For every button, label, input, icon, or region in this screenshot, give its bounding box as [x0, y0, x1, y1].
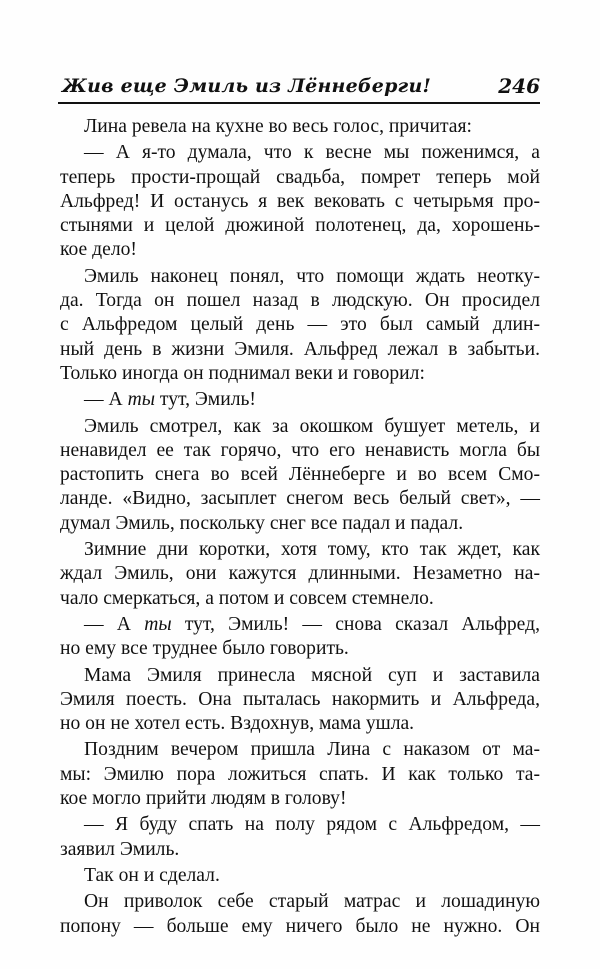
- text-line: кое дело!: [60, 239, 137, 261]
- paragraph: [60, 613, 540, 662]
- text-line: попону — больше ему ничего было не нужно. Он: [60, 915, 540, 937]
- paragraph: [60, 388, 540, 412]
- text-line: — А я-то думала, что к весне мы поженимся, а: [84, 142, 540, 164]
- text-line: кое могло прийти людям в голову!: [60, 788, 347, 810]
- text-fragment: тут, Эмиль!: [159, 389, 256, 411]
- text-line: но он не хотел есть. Вздохнув, мама ушла.: [60, 713, 415, 735]
- text-line: ждал Эмиль, они кажутся длинными. Незаметно на-: [60, 563, 540, 585]
- text-line: заявил Эмиль.: [60, 838, 180, 860]
- text-fragment: — А: [84, 613, 131, 635]
- text-line: ненавидел ее так горячо, что его ненависть могла бы: [60, 439, 540, 461]
- text-line: Только иногда он поднимал веки и говорил:: [60, 362, 425, 384]
- header-rule: [58, 102, 540, 104]
- text-line: — Я буду спать на полу рядом с Альфредом, —: [84, 814, 540, 836]
- paragraph: [60, 864, 540, 888]
- paragraph: [60, 538, 540, 611]
- text-line: но ему все труднее было говорить.: [60, 638, 349, 660]
- paragraph: [60, 664, 540, 737]
- page-number: 246: [498, 74, 540, 98]
- paragraph: [60, 115, 540, 139]
- text-line: Зимние дни коротки, хотя тому, кто так ждет, как: [84, 539, 540, 561]
- text-line: теперь прости-прощай свадьба, помрет теперь мой: [60, 166, 540, 188]
- text-line: Эмиля поесть. Она пыталась накормить и Альфреда,: [60, 688, 540, 710]
- page-header: [58, 74, 540, 102]
- text-line: стынями и целой дюжиной полотенец, да, хорошень-: [60, 215, 540, 237]
- running-title: Жив еще Эмиль из Лённеберги!: [62, 75, 431, 97]
- text-line: [60, 388, 540, 412]
- emphasis-word: ты: [144, 613, 172, 635]
- body-text: [60, 115, 540, 941]
- text-line: Он приволок себе старый матрас и лошадиную: [84, 891, 540, 913]
- text-line: Эмиль смотрел, как за окошком бушует метель, и: [84, 415, 540, 437]
- paragraph: [60, 141, 540, 262]
- text-line: думал Эмиль, поскольку снег все падал и падал.: [60, 512, 464, 534]
- text-line: Эмиль наконец понял, что помощи ждать неотку-: [84, 265, 540, 287]
- paragraph: [60, 738, 540, 811]
- text-line: Альфред! И останусь я век вековать с четырьмя про-: [60, 190, 540, 212]
- text-line: Так он и сделал.: [84, 864, 220, 886]
- text-line: растопить снега во всей Лённеберге и во всем Смо-: [60, 464, 540, 486]
- paragraph: [60, 813, 540, 862]
- text-line: [60, 613, 540, 637]
- text-line: с Альфредом целый день — это был самый длин-: [60, 314, 540, 336]
- text-line: да. Тогда он пошел назад в людскую. Он просидел: [60, 290, 540, 312]
- paragraph: [60, 890, 540, 939]
- text-fragment: — А: [84, 389, 123, 411]
- text-line: мы: Эмилю пора ложиться спать. И как только та-: [60, 763, 540, 785]
- paragraph: [60, 265, 540, 386]
- emphasis-word: ты: [127, 389, 155, 411]
- text-line: Лина ревела на кухне во весь голос, причитая:: [84, 116, 472, 137]
- text-fragment: тут, Эмиль! — снова сказал Альфред,: [184, 613, 540, 635]
- text-line: Мама Эмиля принесла мясной суп и заставила: [84, 664, 540, 686]
- text-line: ный день в жизни Эмиля. Альфред лежал в забытьи.: [60, 338, 540, 360]
- text-line: Поздним вечером пришла Лина с наказом от ма-: [84, 739, 540, 761]
- paragraph: [60, 415, 540, 536]
- text-line: ланде. «Видно, засыплет снегом весь белый свет», —: [60, 488, 540, 510]
- text-line: чало смеркаться, а потом и совсем стемнело.: [60, 587, 434, 609]
